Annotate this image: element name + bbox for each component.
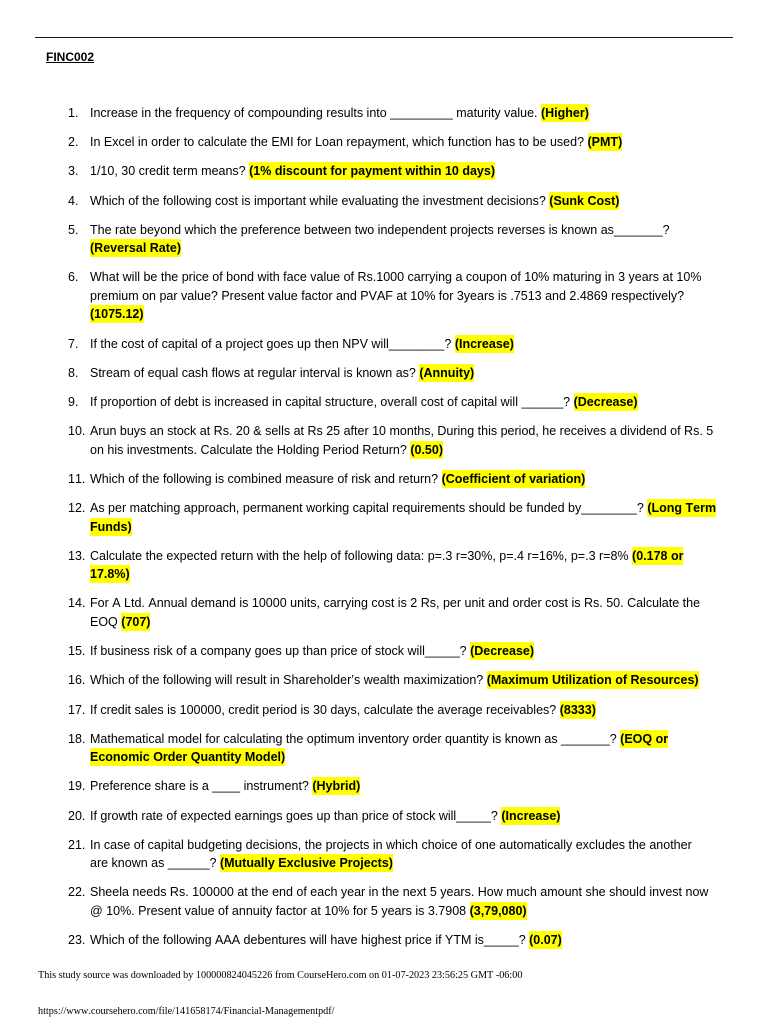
- question-number: 9.: [68, 395, 79, 409]
- question-body: [90, 499, 720, 536]
- question-number: 15.: [68, 644, 86, 659]
- question-text: Calculate the expected return with the help of following data: p=.3 r=30%, p=.4 r=16%, p=.3 r=8%: [90, 548, 629, 563]
- answer-highlight: (1075.12): [90, 307, 144, 322]
- question-body: [90, 883, 720, 920]
- question-1: [68, 104, 720, 123]
- question-body: [90, 642, 720, 661]
- question-text: If the cost of capital of a project goes up then NPV will________?: [90, 336, 452, 351]
- question-body: [90, 594, 720, 631]
- answer-highlight: (1% discount for payment within 10 days): [249, 164, 495, 179]
- question-body: [90, 807, 720, 826]
- question-body: [90, 730, 720, 767]
- question-body: [90, 836, 702, 873]
- answer-highlight: (Mutually Exclusive Projects): [219, 856, 393, 871]
- question-number: 16.: [68, 673, 86, 688]
- answer-highlight: (0.07): [529, 933, 562, 948]
- question-text: If growth rate of expected earnings goes up than price of stock will_____?: [90, 808, 498, 823]
- question-2: [68, 133, 720, 152]
- answer-highlight: (0.178 or 17.8%): [90, 548, 684, 582]
- question-body: [90, 104, 720, 123]
- question-text: Which of the following will result in Shareholder’s wealth maximization?: [90, 673, 484, 688]
- question-20: [68, 807, 720, 826]
- answer-highlight: (Hybrid): [312, 779, 361, 794]
- question-number: 2.: [68, 135, 79, 150]
- question-8: [68, 364, 720, 383]
- question-15: [68, 642, 720, 661]
- answer-highlight: (EOQ or Economic Order Quantity Model): [90, 731, 669, 765]
- question-3: [68, 162, 720, 181]
- question-14: [68, 594, 720, 631]
- question-7: [68, 335, 720, 354]
- question-number: 5.: [68, 222, 79, 237]
- question-body: [90, 701, 720, 720]
- question-text: What will be the price of bond with face value of Rs.1000 carrying a coupon of 10% maturing in 3 years at 10% premium on par value? Present value factor and PVAF at 10% for 3years is .7513 and 2.4869 respectively?: [90, 270, 702, 303]
- question-text: In case of capital budgeting decisions, the projects in which choice of one automatically excludes the another are known as ______?: [90, 837, 692, 871]
- question-body: [90, 133, 720, 152]
- question-11: [68, 470, 720, 489]
- question-body: [90, 364, 720, 383]
- question-text: If credit sales is 100000, credit period is 30 days, calculate the average receivables?: [90, 702, 557, 717]
- question-number: 4.: [68, 193, 79, 208]
- question-9: [68, 393, 720, 412]
- question-12: [68, 499, 720, 536]
- download-notice: This study source was downloaded by 100000824045226 from CourseHero.com on 01-07-2023 23:56:25 GMT -06:00: [38, 970, 523, 981]
- answer-highlight: (Higher): [540, 106, 589, 120]
- question-number: 18.: [68, 731, 86, 746]
- question-body: [90, 335, 720, 354]
- question-body: [90, 777, 720, 796]
- question-body: [90, 162, 720, 181]
- question-number: 22.: [68, 885, 86, 900]
- question-21: [68, 836, 720, 873]
- question-body: [90, 268, 720, 324]
- answer-highlight: (Annuity): [419, 365, 475, 380]
- question-13: [68, 547, 720, 584]
- question-text: 1/10, 30 credit term means?: [90, 164, 246, 179]
- question-16: [68, 671, 720, 690]
- question-text: As per matching approach, permanent working capital requirements should be funded by________?: [90, 501, 644, 516]
- question-text: Which of the following AAA debentures will have highest price if YTM is_____?: [90, 933, 526, 948]
- question-18: [68, 730, 720, 767]
- question-22: [68, 883, 720, 920]
- question-10: [68, 422, 720, 459]
- question-body: [90, 221, 720, 258]
- question-number: 10.: [68, 424, 86, 439]
- answer-highlight: (707): [121, 614, 151, 629]
- question-text: Mathematical model for calculating the optimum inventory order quantity is known as _______?: [90, 731, 617, 746]
- question-text: The rate beyond which the preference between two independent projects reverses is known as_______?: [90, 222, 670, 237]
- answer-highlight: (Decrease): [573, 395, 638, 409]
- answer-highlight: (8333): [559, 702, 596, 717]
- question-number: 11.: [68, 471, 86, 486]
- question-6: [68, 268, 720, 324]
- question-19: [68, 777, 720, 796]
- answer-highlight: (Decrease): [470, 644, 535, 659]
- question-number: 21.: [68, 837, 86, 852]
- question-body: [90, 192, 720, 211]
- answer-highlight: (Long Term Funds): [90, 501, 717, 534]
- question-text: For A Ltd. Annual demand is 10000 units, carrying cost is 2 Rs, per unit and order cost is Rs. 50. Calculate the EOQ: [90, 596, 701, 629]
- question-text: Preference share is a ____ instrument?: [90, 779, 309, 794]
- question-17: [68, 701, 720, 720]
- question-number: 7.: [68, 336, 79, 351]
- question-number: 14.: [68, 596, 86, 611]
- question-number: 13.: [68, 548, 86, 563]
- question-text: Which of the following is combined measure of risk and return?: [90, 471, 439, 486]
- answer-highlight: (0.50): [410, 442, 443, 457]
- answer-highlight: (PMT): [587, 135, 623, 150]
- question-list: [68, 104, 720, 960]
- question-text: In Excel in order to calculate the EMI for Loan repayment, which function has to be used?: [90, 135, 585, 150]
- question-body: [90, 422, 720, 459]
- question-number: 1.: [68, 106, 79, 120]
- source-url: https://www.coursehero.com/file/141658174/Financial-Managementpdf/: [38, 1006, 335, 1017]
- question-text: If business risk of a company goes up than price of stock will_____?: [90, 644, 467, 659]
- question-body: [90, 393, 720, 412]
- question-number: 8.: [68, 365, 79, 380]
- answer-highlight: (Sunk Cost): [549, 193, 620, 208]
- question-body: [90, 931, 720, 950]
- question-number: 23.: [68, 933, 86, 948]
- question-text: Stream of equal cash flows at regular interval is known as?: [90, 365, 416, 380]
- question-number: 20.: [68, 808, 86, 823]
- question-number: 19.: [68, 779, 86, 794]
- question-number: 12.: [68, 501, 86, 516]
- question-text: Which of the following cost is important while evaluating the investment decisions?: [90, 193, 546, 208]
- answer-highlight: (Increase): [501, 808, 561, 823]
- question-body: [90, 470, 720, 489]
- question-text: Sheela needs Rs. 100000 at the end of each year in the next 5 years. How much amount she should invest now @ 10%. Present value of annuity factor at 10% for 5 years is 3.7908: [90, 885, 709, 918]
- question-number: 6.: [68, 270, 79, 285]
- question-text: Arun buys an stock at Rs. 20 & sells at Rs 25 after 10 months, During this period, he receives a dividend of Rs. 5 on his investments. Calculate the Holding Period Return?: [90, 424, 714, 457]
- answer-highlight: (Maximum Utilization of Resources): [486, 673, 699, 688]
- question-number: 17.: [68, 702, 86, 717]
- question-number: 3.: [68, 164, 79, 179]
- answer-highlight: (3,79,080): [469, 903, 527, 918]
- answer-highlight: (Coefficient of variation): [441, 471, 586, 486]
- question-4: [68, 192, 720, 211]
- question-text: If proportion of debt is increased in capital structure, overall cost of capital will ______?: [90, 395, 571, 409]
- question-23: [68, 931, 720, 950]
- question-body: [90, 671, 720, 690]
- document-code: FINC002: [46, 50, 95, 64]
- question-text: Increase in the frequency of compounding results into _________ maturity value.: [90, 106, 538, 120]
- question-body: [90, 547, 720, 584]
- question-5: [68, 221, 720, 258]
- answer-highlight: (Reversal Rate): [90, 241, 182, 256]
- answer-highlight: (Increase): [454, 336, 514, 351]
- header-rule: [35, 37, 733, 38]
